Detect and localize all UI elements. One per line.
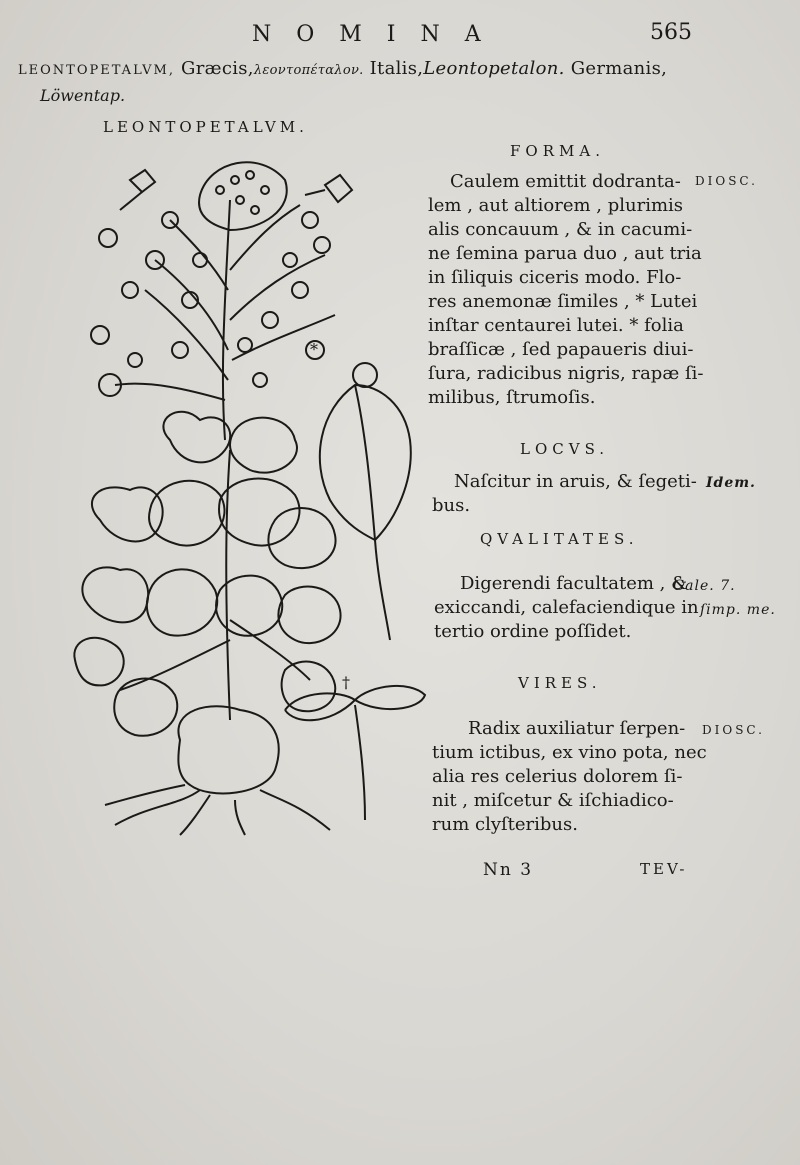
graecis-label: Græcis, [181,58,254,79]
vires-heading: VIRES. [518,674,602,692]
asterisk-mark: * [310,340,318,359]
leontopetalum-woodcut-illustration [60,140,430,840]
locus-heading: LOCVS. [520,440,610,458]
locus-line: Naſcitur in aruis, & ſegeti- [454,471,697,492]
italis-value: Leontopetalon. [423,58,565,79]
qualitates-text [434,572,699,644]
locus-line: bus. [432,495,471,516]
locus-margin-note: Idem. [706,475,756,491]
plate-title: LEONTOPETALVM. [103,118,308,136]
forma-line: res anemonæ ſimiles , * Lutei [428,291,698,312]
graecis-value: λεοντοπέταλον. [253,63,364,78]
forma-line: inſtar centaurei lutei. * folia [428,315,684,336]
forma-line: in ſiliquis ciceris modo. Flo- [428,267,682,288]
forma-line: ſura, radicibus nigris, rapæ ſi- [428,363,704,384]
vires-line: alia res celerius dolorem ſi- [432,766,683,787]
plant-names-line [18,58,667,79]
vires-text [432,717,707,837]
forma-line: alis concauum , & in cacumi- [428,219,693,240]
forma-margin-note: DIOSC. [695,174,758,188]
qualitates-line: tertio ordine poſſidet. [434,621,632,642]
vires-line: nit , miſcetur & iſchiadico- [432,790,674,811]
germanis-value: Löwentap. [40,86,126,105]
page-number: 565 [650,20,692,45]
forma-heading: FORMA. [510,142,605,160]
signature-mark: Nn 3 [483,860,534,880]
forma-line: Caulem emittit dodranta- [450,171,681,192]
forma-line: milibus, ſtrumoſis. [428,387,596,408]
forma-text [428,170,703,410]
dagger-mark: † [342,673,350,692]
latin-name: LEONTOPETALVM, [18,63,175,78]
qualitates-heading: QVALITATES. [480,530,639,548]
qualitates-line: Digerendi facultatem , & [460,573,688,594]
forma-line: ne ſemina parua duo , aut tria [428,243,702,264]
running-head: N O M I N A [252,22,490,47]
italis-label: Italis, [369,58,424,79]
qualitates-margin-note-1: Gale. 7. [673,578,736,594]
vires-line: tium ictibus, ex vino pota, nec [432,742,707,763]
qualitates-line: exiccandi, calefaciendique in [434,597,699,618]
germanis-label: Germanis, [570,58,668,79]
vires-line: rum clyſteribus. [432,814,578,835]
catchword: TEV- [640,860,688,878]
vires-margin-note: DIOSC. [702,723,765,737]
forma-line: braſſicæ , ſed papaueris diui- [428,339,694,360]
qualitates-margin-note-2: ſimp. me. [700,602,776,618]
locus-text [432,470,697,518]
forma-line: lem , aut altiorem , plurimis [428,195,684,216]
vires-line: Radix auxiliatur ſerpen- [468,718,686,739]
